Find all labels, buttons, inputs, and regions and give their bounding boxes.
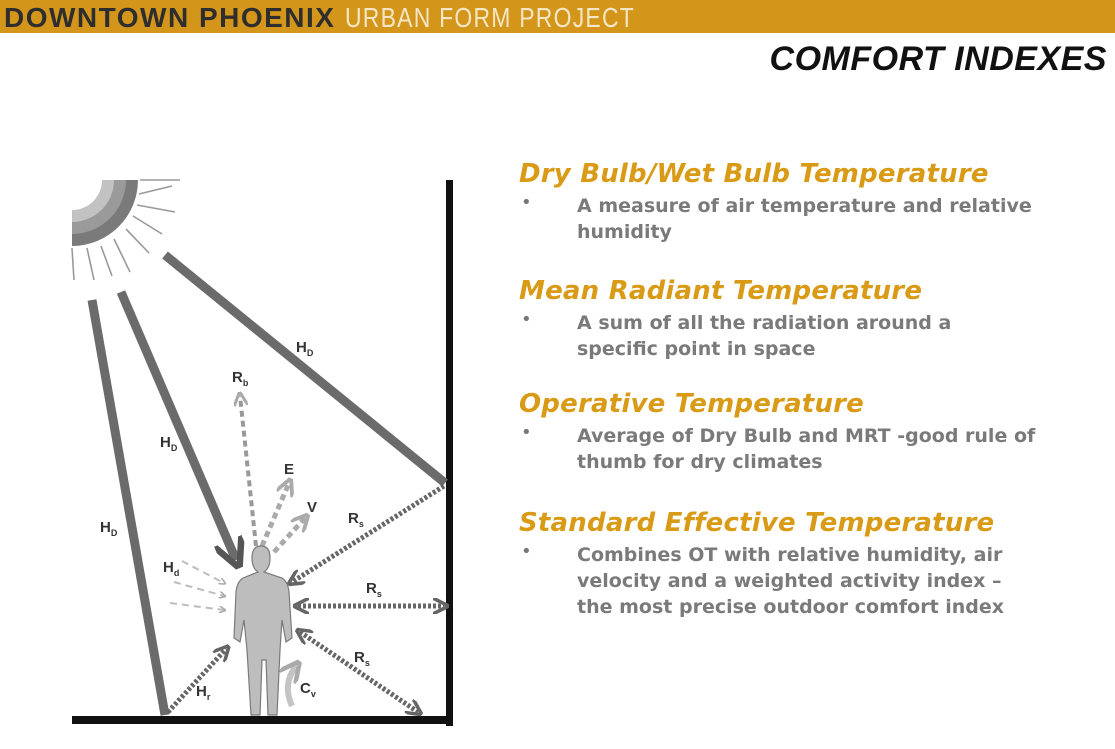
cv-arrow xyxy=(288,666,296,706)
hr-arrow xyxy=(168,649,226,712)
label-rs-3: $R_s$ xyxy=(354,649,370,668)
label-rs-2: $R_s$ xyxy=(366,580,382,599)
section-mean-radiant xyxy=(519,276,1109,362)
sun-icon xyxy=(72,180,180,280)
label-v: V xyxy=(307,499,318,516)
bullet-item xyxy=(519,193,1109,245)
person-silhouette xyxy=(234,546,292,715)
rb-arrow xyxy=(240,396,256,546)
label-rs-1: $R_s$ xyxy=(348,510,364,529)
label-hd-top: $H_D$ xyxy=(296,339,314,358)
bullet-item xyxy=(519,310,1109,362)
label-e: E xyxy=(284,461,295,478)
bullet-item xyxy=(519,423,1109,475)
project-title-light: URBAN FORM PROJECT xyxy=(344,2,635,33)
section-heading: Mean Radiant Temperature xyxy=(519,276,923,306)
bullet-text: A measure of air temperature and relative humidity xyxy=(577,195,1032,243)
v-arrow xyxy=(274,518,305,552)
label-hd-left: $H_D$ xyxy=(100,519,118,538)
section-heading: Dry Bulb/Wet Bulb Temperature xyxy=(519,159,989,189)
label-cv: $C_v$ xyxy=(300,680,316,699)
bullet-icon: • xyxy=(521,541,532,562)
label-hr: $H_r$ xyxy=(196,683,211,702)
bullet-icon: • xyxy=(521,309,532,330)
section-operative xyxy=(519,389,1109,475)
section-dry-bulb xyxy=(519,159,1109,245)
bullet-item xyxy=(519,542,1109,620)
wall xyxy=(446,180,453,726)
bullet-text: Average of Dry Bulb and MRT -good rule of thumb for dry climates xyxy=(577,425,1036,473)
bullet-icon: • xyxy=(521,422,532,443)
bullet-text: Combines OT with relative humidity, air velocity and a weighted activity index – the most precise outdoor comfort index xyxy=(577,544,1005,618)
label-hd-diffuse: $H_d$ xyxy=(163,559,180,578)
ground xyxy=(72,716,453,724)
section-heading: Operative Temperature xyxy=(519,389,865,419)
section-heading: Standard Effective Temperature xyxy=(519,508,995,538)
direct-beam-to-person xyxy=(121,292,236,560)
section-standard-effective xyxy=(519,508,1109,620)
rs-arrow-lower xyxy=(300,632,418,712)
project-title-bold: DOWNTOWN PHOENIX xyxy=(4,2,336,33)
project-title xyxy=(4,1,698,34)
label-hd-mid: $H_D$ xyxy=(160,434,178,453)
page-title: COMFORT INDEXES xyxy=(769,40,1107,78)
label-rb: $R_b$ xyxy=(232,369,249,388)
bullet-icon: • xyxy=(521,192,532,213)
comfort-diagram xyxy=(0,150,470,749)
bullet-text: A sum of all the radiation around a specific point in space xyxy=(577,312,952,360)
e-arrow xyxy=(262,483,289,546)
